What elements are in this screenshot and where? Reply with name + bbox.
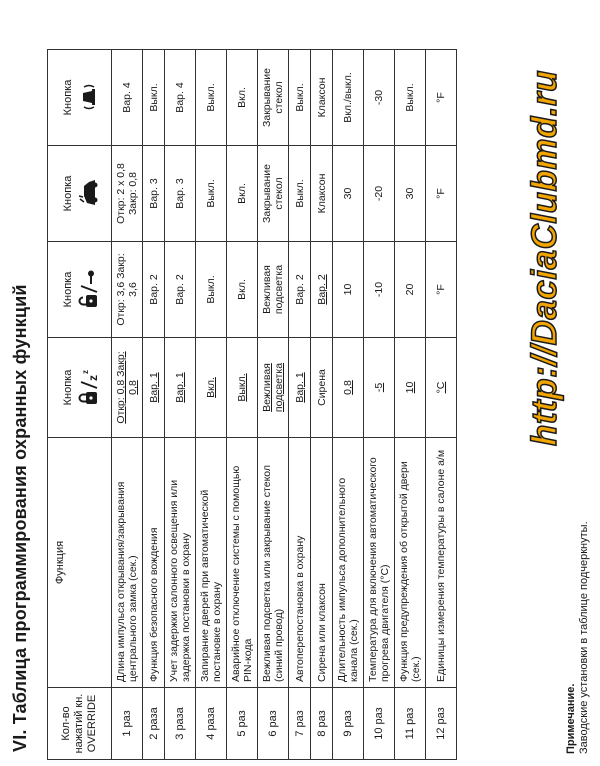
function-cell-text: Длительность импульса дополнительного канала (сек.) — [336, 477, 360, 682]
button-4-value — [165, 50, 196, 146]
table-row — [395, 50, 426, 760]
header-button-2 — [48, 242, 112, 338]
button-3-value — [395, 146, 426, 242]
button-1-value-text: °C — [435, 381, 447, 394]
button-4-value — [333, 50, 364, 146]
function-cell-text: Функция безопасного вождения — [147, 527, 160, 682]
count-cell — [395, 688, 426, 760]
button-4-value-text: Клаксон — [315, 77, 328, 118]
header-count: Кол-во нажатий кн. OVERRIDE — [48, 688, 112, 760]
button-2-value-text: Вар. 2 — [315, 274, 328, 305]
header-button-4 — [48, 50, 112, 146]
button-3-value-text: Вкл. — [236, 183, 248, 204]
button-3-value-text: Выкл. — [293, 179, 306, 208]
button-1-value-text: Вар. 1 — [174, 372, 186, 403]
button-4-value — [196, 50, 227, 146]
button-1-value-text: -5 — [373, 382, 385, 393]
function-cell-text: Температура для включения автоматического прогрева двигателя (°С) — [367, 457, 391, 682]
button-3-value-text: Клаксон — [315, 173, 328, 214]
note-label: Примечание. — [565, 683, 577, 754]
table-header-row — [48, 50, 112, 760]
button-2-value — [258, 242, 289, 338]
button-3-value-text: °F — [435, 188, 447, 199]
button-2-value-text: 10 — [342, 283, 354, 296]
count-cell-text: 3 раза — [174, 707, 186, 740]
button-3-value-text: 30 — [404, 187, 416, 200]
button-2-value-text: °F — [435, 284, 447, 295]
button-1-value — [311, 338, 333, 438]
button-1-value-text: Выкл. — [236, 373, 248, 402]
count-cell-text: 12 раз — [435, 707, 447, 740]
programming-table — [47, 49, 457, 760]
function-cell-text: Сирена или клаксон — [315, 583, 328, 682]
function-cell-text: Учет задержки салонного освещения или задержка постановки в охрану — [168, 479, 192, 682]
svg-text:z: z — [80, 370, 90, 375]
count-cell — [258, 688, 289, 760]
button-2-value — [227, 242, 258, 338]
header-function: Функция — [48, 438, 112, 688]
count-cell-text: 9 раз — [342, 710, 354, 737]
count-cell-text: 2 раза — [147, 707, 160, 740]
lock-sleep-icon — [78, 368, 98, 408]
count-cell-text: 10 раз — [373, 707, 385, 740]
button-1-value-text: Сирена — [315, 369, 328, 406]
button-2-value — [311, 242, 333, 338]
count-cell — [426, 688, 457, 760]
button-1-value — [196, 338, 227, 438]
button-2-value — [143, 242, 165, 338]
button-2-value — [395, 242, 426, 338]
button-2-value-text: Вежливая подсветка — [261, 264, 285, 315]
count-cell-text: 6 раз — [267, 710, 279, 737]
button-1-value — [333, 338, 364, 438]
button-2-value-text: 20 — [404, 283, 416, 296]
button-3-value-text: Закрывание стекол — [261, 164, 285, 223]
button-3-value — [165, 146, 196, 242]
button-3-value — [227, 146, 258, 242]
function-cell — [395, 438, 426, 688]
button-2-value-text: Вкл. — [236, 279, 248, 300]
count-cell — [112, 688, 143, 760]
button-2-value — [333, 242, 364, 338]
header-button-2-label: Кнопка — [61, 271, 74, 308]
page-title: VI. Таблица программирования охранных функций — [10, 284, 30, 752]
button-4-value — [311, 50, 333, 146]
button-2-value-text: Откр: 3,6 Закр: 3,6 — [115, 253, 139, 326]
count-cell — [227, 688, 258, 760]
button-1-value — [227, 338, 258, 438]
button-2-value — [196, 242, 227, 338]
button-1-value — [143, 338, 165, 438]
table-row — [165, 50, 196, 760]
table-row — [143, 50, 165, 760]
button-2-value-text: -10 — [373, 281, 385, 298]
button-2-value — [289, 242, 311, 338]
header-button-4-label: Кнопка — [61, 79, 74, 116]
button-1-value — [112, 338, 143, 438]
button-3-value-text: -20 — [373, 185, 385, 202]
button-4-value — [426, 50, 457, 146]
button-4-value — [364, 50, 395, 146]
button-1-value-text: Вежливая подсветка — [261, 362, 285, 413]
button-4-value-text: Вар. 4 — [174, 82, 186, 113]
button-4-value-text: Выкл. — [147, 83, 160, 112]
table-body — [112, 50, 457, 760]
function-cell — [165, 438, 196, 688]
note-text: Заводские установки в таблице подчеркнуты. — [578, 521, 590, 754]
button-1-value-text: 0,8 — [342, 380, 354, 395]
function-cell-text: Аварийное отключение системы с помощью PIN-кода — [230, 465, 254, 682]
function-cell — [289, 438, 311, 688]
button-3-value-text: Вар. 3 — [147, 178, 160, 209]
button-4-value — [258, 50, 289, 146]
function-cell — [227, 438, 258, 688]
table-row — [311, 50, 333, 760]
button-3-value-text: Откр: 2 х 0,8 Закр: 0,8 — [115, 163, 139, 224]
count-cell — [143, 688, 165, 760]
function-cell — [426, 438, 457, 688]
button-1-value-text: Вар. 1 — [293, 372, 306, 403]
button-2-value — [364, 242, 395, 338]
table-row — [258, 50, 289, 760]
button-1-value-text: Вар. 1 — [147, 372, 160, 403]
button-2-value-text: Выкл. — [205, 275, 217, 304]
table-row — [426, 50, 457, 760]
count-cell — [333, 688, 364, 760]
button-3-value — [196, 146, 227, 242]
function-cell — [364, 438, 395, 688]
button-4-value-text: °F — [435, 92, 447, 103]
button-4-value-text: Закрывание стекол — [261, 68, 285, 127]
button-4-value — [395, 50, 426, 146]
unlock-key-icon — [78, 270, 98, 310]
table-row — [196, 50, 227, 760]
button-1-value — [426, 338, 457, 438]
button-1-value — [165, 338, 196, 438]
function-cell — [143, 438, 165, 688]
function-cell-text: Функция предупреждения об открытой двери (сек.) — [398, 461, 422, 682]
header-button-3-label: Кнопка — [61, 175, 74, 212]
count-cell-text: 8 раз — [315, 710, 328, 737]
button-2-value — [165, 242, 196, 338]
button-4-value-text: Выкл. — [404, 83, 416, 112]
count-cell-text: 7 раз — [293, 710, 306, 737]
button-3-value-text: Выкл. — [205, 179, 217, 208]
button-3-value — [333, 146, 364, 242]
button-3-value — [143, 146, 165, 242]
function-cell — [333, 438, 364, 688]
button-1-value — [364, 338, 395, 438]
header-button-3 — [48, 146, 112, 242]
button-4-value-text: -30 — [373, 89, 385, 106]
button-1-value-text: Вкл. — [205, 377, 217, 398]
button-4-value — [143, 50, 165, 146]
button-2-value — [426, 242, 457, 338]
count-cell — [311, 688, 333, 760]
button-3-value — [364, 146, 395, 242]
table-row — [289, 50, 311, 760]
function-cell-text: Запирание дверей при автоматической постановке в охрану — [199, 489, 223, 682]
button-2-value-text: Вар. 2 — [147, 274, 160, 305]
button-2-value-text: Вар. 2 — [174, 274, 186, 305]
watermark: http://DaciaClubmd.ru — [525, 69, 564, 446]
table-row — [333, 50, 364, 760]
count-cell — [364, 688, 395, 760]
button-1-value-text: Откр: 0,8 Закр: 0,8 — [115, 351, 139, 424]
button-4-value — [227, 50, 258, 146]
function-cell — [196, 438, 227, 688]
button-3-value — [311, 146, 333, 242]
count-cell-text: 1 раз — [121, 710, 133, 737]
button-4-value — [289, 50, 311, 146]
function-cell — [311, 438, 333, 688]
button-3-value — [112, 146, 143, 242]
siren-icon — [78, 78, 98, 118]
car-alert-icon — [78, 174, 98, 214]
count-cell-text: 5 раз — [236, 710, 248, 737]
button-1-value — [289, 338, 311, 438]
header-button-1-label: Кнопка — [61, 369, 74, 406]
count-cell — [196, 688, 227, 760]
function-cell-text: Вежливая подсветка или закрывание стекол (синий провод) — [261, 464, 285, 682]
button-3-value-text: 30 — [342, 187, 354, 200]
button-1-value — [395, 338, 426, 438]
count-cell-text: 4 раза — [205, 707, 217, 740]
button-3-value-text: Вар. 3 — [174, 178, 186, 209]
button-2-value-text: Вар. 2 — [293, 274, 306, 305]
note — [565, 521, 591, 754]
header-button-1 — [48, 338, 112, 438]
function-cell-text: Длина импульса открывания/закрывания центрального замка (сек.) — [115, 481, 139, 682]
function-cell — [112, 438, 143, 688]
button-3-value — [289, 146, 311, 242]
button-4-value-text: Выкл. — [293, 83, 306, 112]
count-cell — [165, 688, 196, 760]
button-4-value-text: Вкл. — [236, 87, 248, 108]
function-cell — [258, 438, 289, 688]
table-row — [112, 50, 143, 760]
button-4-value-text: Выкл. — [205, 83, 217, 112]
button-1-value-text: 10 — [404, 381, 416, 394]
button-3-value — [426, 146, 457, 242]
table-row — [364, 50, 395, 760]
button-1-value — [258, 338, 289, 438]
table-row — [227, 50, 258, 760]
count-cell-text: 11 раз — [404, 707, 416, 740]
function-cell-text: Автоперепостановка в охрану — [293, 535, 306, 682]
button-4-value-text: Вкл./выкл. — [342, 72, 354, 123]
button-3-value — [258, 146, 289, 242]
button-2-value — [112, 242, 143, 338]
button-4-value — [112, 50, 143, 146]
svg-text:z: z — [85, 375, 100, 382]
function-cell-text: Единицы измерения температуры в салоне а/м — [435, 449, 447, 682]
button-4-value-text: Вар. 4 — [121, 82, 133, 113]
count-cell — [289, 688, 311, 760]
